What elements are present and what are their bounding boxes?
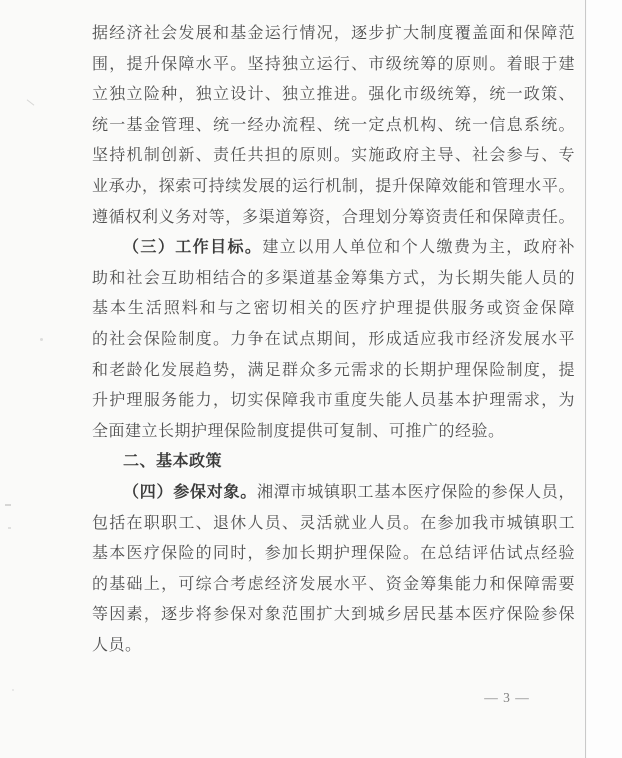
line-text: 包括在职职工、退休人员、灵活就业人员。在参加我市城镇职工 (92, 514, 575, 532)
text-line (92, 539, 575, 570)
line-text: 助和社会互助相结合的多渠道基金筹集方式，为长期失能人员的 (92, 269, 575, 287)
line-text: 遵循权利义务对等，多渠道筹资，合理划分筹资责任和保障责任。 (92, 208, 575, 226)
document-body (92, 19, 575, 661)
line-text: 基本医疗保险的同时，参加长期护理保险。在总结评估试点经验 (92, 545, 575, 563)
line-text: 立独立险种，独立设计、独立推进。强化市级统筹，统一政策、 (92, 86, 575, 104)
text-line (92, 172, 575, 203)
line-bold-text: （四）参保对象。 (123, 483, 257, 501)
line-text: 建立以用人单位和个人缴费为主，政府补 (262, 239, 575, 257)
line-text: 统一基金管理、统一经办流程、统一定点机构、统一信息系统。 (92, 116, 575, 134)
line-bold-text: （三）工作目标。 (123, 239, 263, 257)
text-line (92, 600, 575, 631)
text-line (92, 478, 575, 509)
text-line (92, 203, 575, 234)
line-text: 人员。 (92, 636, 142, 654)
scan-artifact (27, 99, 35, 105)
text-line (92, 509, 575, 540)
line-text: 的社会保险制度。力争在试点期间，形成适应我市经济发展水平 (92, 330, 575, 348)
scan-artifact (12, 689, 14, 691)
line-text: 和老龄化发展趋势，满足群众多元需求的长期护理保险制度，提 (92, 361, 575, 379)
line-text: 据经济社会发展和基金运行情况，逐步扩大制度覆盖面和保障范 (92, 25, 575, 42)
line-text: 坚持机制创新、责任共担的原则。实施政府主导、社会参与、专 (92, 147, 575, 165)
line-text: 升护理服务能力，切实保障我市重度失能人员基本护理需求，为 (92, 392, 575, 410)
text-line (92, 325, 575, 356)
text-line (92, 80, 575, 111)
text-line (92, 386, 575, 417)
line-text: 围，提升保障水平。坚持独立运行、市级统筹的原则。着眼于建 (92, 55, 575, 73)
page-edge-line (585, 0, 586, 758)
scan-artifact (40, 338, 43, 341)
scan-artifact (8, 527, 11, 529)
text-line (92, 356, 575, 387)
text-line (92, 294, 575, 325)
scan-margin-strip (587, 0, 622, 758)
text-line (92, 417, 575, 448)
text-line (92, 50, 575, 81)
text-line (92, 570, 575, 601)
text-line (92, 447, 575, 478)
line-text: 湘潭市城镇职工基本医疗保险的参保人员， (257, 483, 575, 501)
line-bold-text: 二、基本政策 (123, 453, 223, 471)
text-line (92, 111, 575, 142)
text-line (92, 141, 575, 172)
line-text: 全面建立长期护理保险制度提供可复制、可推广的经验。 (92, 422, 505, 440)
line-text: 基本生活照料和与之密切相关的医疗护理提供服务或资金保障 (92, 300, 575, 318)
text-line (92, 264, 575, 295)
line-text: 的基础上，可综合考虑经济发展水平、资金筹集能力和保障需要 (92, 575, 575, 593)
page-number: — 3 — (484, 690, 530, 705)
text-line (92, 631, 575, 662)
scan-artifact (5, 504, 11, 506)
text-line (92, 19, 575, 50)
line-text: 等因素，逐步将参保对象范围扩大到城乡居民基本医疗保险参保 (92, 606, 575, 624)
text-line (92, 233, 575, 264)
line-text: 业承办，探索可持续发展的运行机制，提升保障效能和管理水平。 (92, 177, 575, 195)
